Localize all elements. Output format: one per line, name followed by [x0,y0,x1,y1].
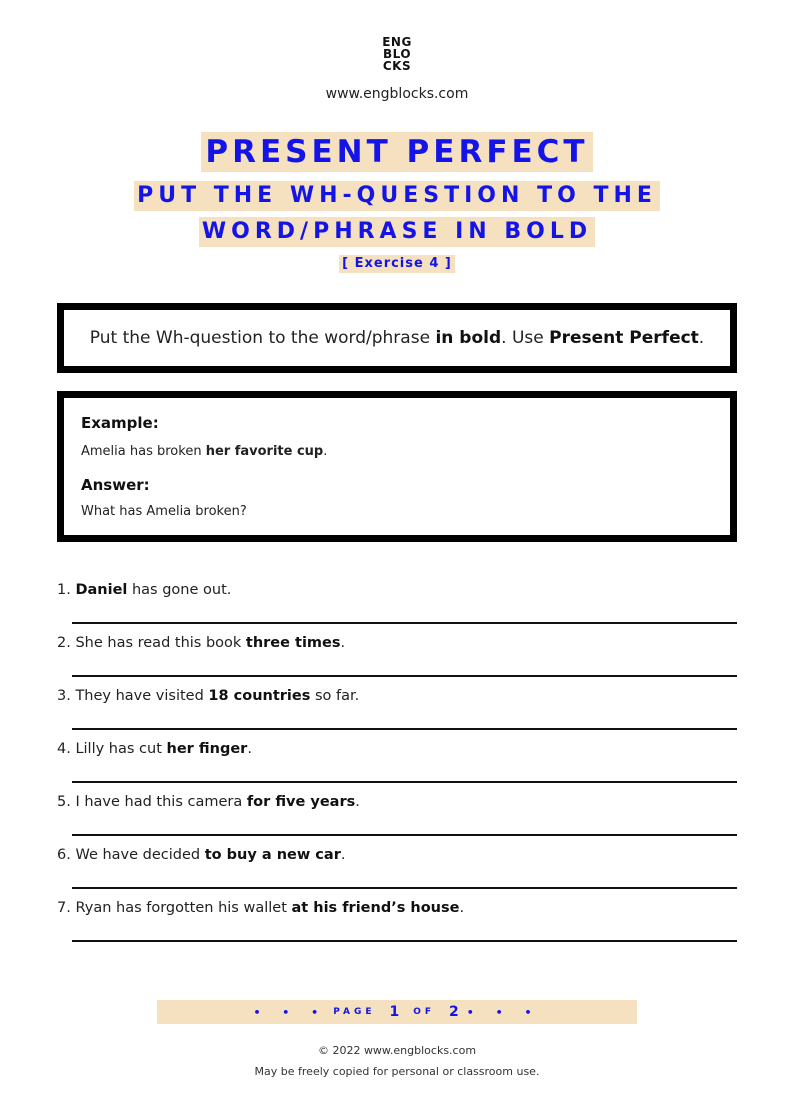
dots-right: • • • [466,1005,541,1019]
question-number: 6. [57,847,71,863]
instruction-bold: in bold [435,328,502,348]
question-item [57,900,464,916]
question-text: They have visited [75,688,209,704]
exercise-label [0,252,794,273]
exercise-text: [ Exercise 4 ] [339,255,455,273]
question-item [57,635,345,651]
logo-line: ENG [382,35,412,49]
instruction-box [57,303,737,373]
answer-line [72,940,737,942]
answer-line [72,834,737,836]
question-text: . [355,794,360,810]
example-label: Example: [81,414,159,432]
logo-line: BLO [382,47,412,61]
title-main: PRESENT PERFECT [201,132,592,172]
question-bold: her finger [166,741,248,757]
question-number: 1. [57,582,71,598]
page-indicator [157,1000,637,1024]
question-text: . [459,900,465,916]
instruction-part: Put the Wh-question to the word/phrase [89,328,436,348]
page-word: PAGE [333,1007,376,1017]
dots-left: • • • [253,1005,328,1019]
question-number: 4. [57,741,71,757]
instruction-part: . [698,328,705,348]
answer-line [72,781,737,783]
question-bold: 18 countries [208,688,311,704]
question-text: so far. [310,688,360,704]
usage-note: May be freely copied for personal or classroom use. [254,1065,540,1078]
example-sentence-part: Amelia has broken [81,444,206,459]
answer-line [72,887,737,889]
answer-line [72,622,737,624]
question-text: I have had this camera [75,794,247,810]
answer-label: Answer: [81,476,150,494]
question-bold: to buy a new car [204,847,341,863]
question-number: 7. [57,900,71,916]
subtitle-text-2: WORD/PHRASE IN BOLD [199,217,595,247]
question-bold: for five years [246,794,356,810]
subtitle-line-2 [0,217,794,247]
example-box [57,391,737,542]
copyright: © 2022 www.engblocks.com [317,1044,477,1057]
subtitle-line-1 [0,181,794,211]
question-text: We have decided [75,847,205,863]
answer-line [72,728,737,730]
page-number: 1 [389,1004,400,1020]
question-item [57,688,359,704]
question-text: . [247,741,252,757]
question-bold: Daniel [75,582,128,598]
instruction-part: . Use [501,328,550,348]
example-sentence-bold: her favorite cup [205,444,324,459]
question-item [57,582,231,598]
question-text: Ryan has forgotten his wallet [75,900,292,916]
answer-text: What has Amelia broken? [81,504,247,519]
question-text: has gone out. [127,582,232,598]
question-text: . [340,635,346,651]
question-text: She has read this book [75,635,246,651]
example-sentence-part: . [323,444,328,459]
question-bold: three times [245,635,341,651]
instruction-bold: Present Perfect [549,328,699,348]
question-number: 2. [57,635,71,651]
example-sentence [81,444,327,459]
answer-line [72,675,737,677]
page-total: 2 [449,1004,459,1020]
question-item [57,847,345,863]
question-number: 3. [57,688,71,704]
question-item [57,741,252,757]
question-text: . [340,847,346,863]
of-word: OF [413,1007,436,1017]
question-number: 5. [57,794,71,810]
logo [0,36,794,72]
site-url: www.engblocks.com [325,86,469,102]
page-title [0,132,794,172]
question-bold: at his friend’s house [291,900,460,916]
question-item [57,794,360,810]
logo-line: CKS [382,59,412,73]
instruction-text [90,328,704,348]
question-text: Lilly has cut [75,741,167,757]
subtitle-text-1: PUT THE WH-QUESTION TO THE [134,181,660,211]
